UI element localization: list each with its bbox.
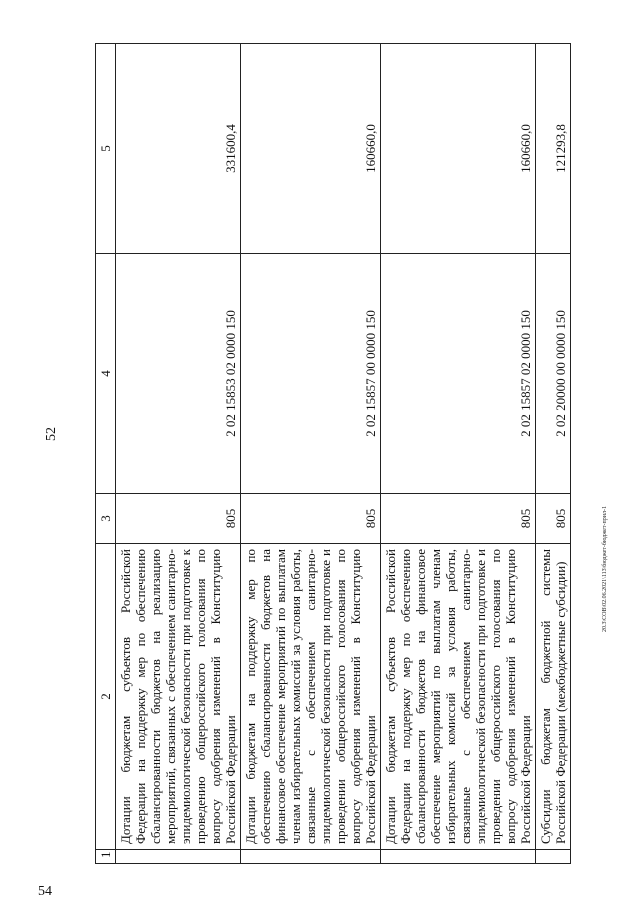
row-budget-code: 2 02 15857 00 0000 150 bbox=[241, 254, 381, 494]
page-number-top: 52 bbox=[44, 427, 59, 441]
row-name: Дотации бюджетам на поддержку мер по обеспечению сбалансированности бюджетов на финансовое обеспечение мероприятий по выплатам членам избирательных комиссий за условия работы, связанные с обеспечением санитарно-эпидемиологической безопасности при подготовке и проведении общероссийского голосования по вопросу одобрения изменений в Конституцию Российской Федерации bbox=[241, 544, 381, 850]
row-name: Субсидии бюджетам бюджетной системы Российской Федерации (межбюджетные субсидии) bbox=[536, 544, 571, 850]
row-budget-code: 2 02 15857 02 0000 150 bbox=[381, 254, 536, 494]
row-admin-code: 805 bbox=[381, 494, 536, 544]
header-col-1: 1 bbox=[96, 850, 116, 864]
row-index-cell bbox=[536, 850, 571, 864]
row-index-cell bbox=[241, 850, 381, 864]
row-value: 331600,4 bbox=[116, 44, 241, 254]
row-budget-code: 2 02 20000 00 0000 150 bbox=[536, 254, 571, 494]
row-admin-code: 805 bbox=[116, 494, 241, 544]
row-admin-code: 805 bbox=[536, 494, 571, 544]
row-name: Дотации бюджетам субъектов Российской Федерации на поддержку мер по обеспечению сбалансированности бюджетов на финансовое обеспечение мероприятий по выплатам членам избирательных комиссий за условия работы, связанные с обеспечением санитарно-эпидемиологической безопасности при подготовке и проведении общероссийского голосования по вопросу одобрения изменений в Конституцию Российской Федерации bbox=[381, 544, 536, 850]
footer-code: 20.3\СОВ\02.06.2021\113\бюджет-бюджет-прил-1 bbox=[602, 506, 608, 632]
row-index-cell bbox=[381, 850, 536, 864]
budget-table bbox=[95, 43, 571, 864]
header-col-3: 3 bbox=[96, 494, 116, 544]
row-value: 160660,0 bbox=[241, 44, 381, 254]
header-col-4: 4 bbox=[96, 254, 116, 494]
table-row bbox=[381, 44, 536, 864]
row-value: 160660,0 bbox=[381, 44, 536, 254]
table-row bbox=[536, 44, 571, 864]
row-value: 121293,8 bbox=[536, 44, 571, 254]
row-index-cell bbox=[116, 850, 241, 864]
header-col-5: 5 bbox=[96, 44, 116, 254]
page-number-bottom: 54 bbox=[38, 884, 52, 899]
row-admin-code: 805 bbox=[241, 494, 381, 544]
table-row bbox=[241, 44, 381, 864]
budget-table-sheet bbox=[95, 44, 595, 864]
row-name: Дотации бюджетам субъектов Российской Федерации на поддержку мер по обеспечению сбалансированности бюджетов на реализацию мероприятий, связанных с обеспечением санитарно-эпидемиологической безопасности при подготовке к проведению общероссийского голосования по вопросу одобрения изменений в Конституцию Российской Федерации bbox=[116, 544, 241, 850]
table-header-row bbox=[96, 44, 116, 864]
table-row bbox=[116, 44, 241, 864]
header-col-2: 2 bbox=[96, 544, 116, 850]
row-budget-code: 2 02 15853 02 0000 150 bbox=[116, 254, 241, 494]
